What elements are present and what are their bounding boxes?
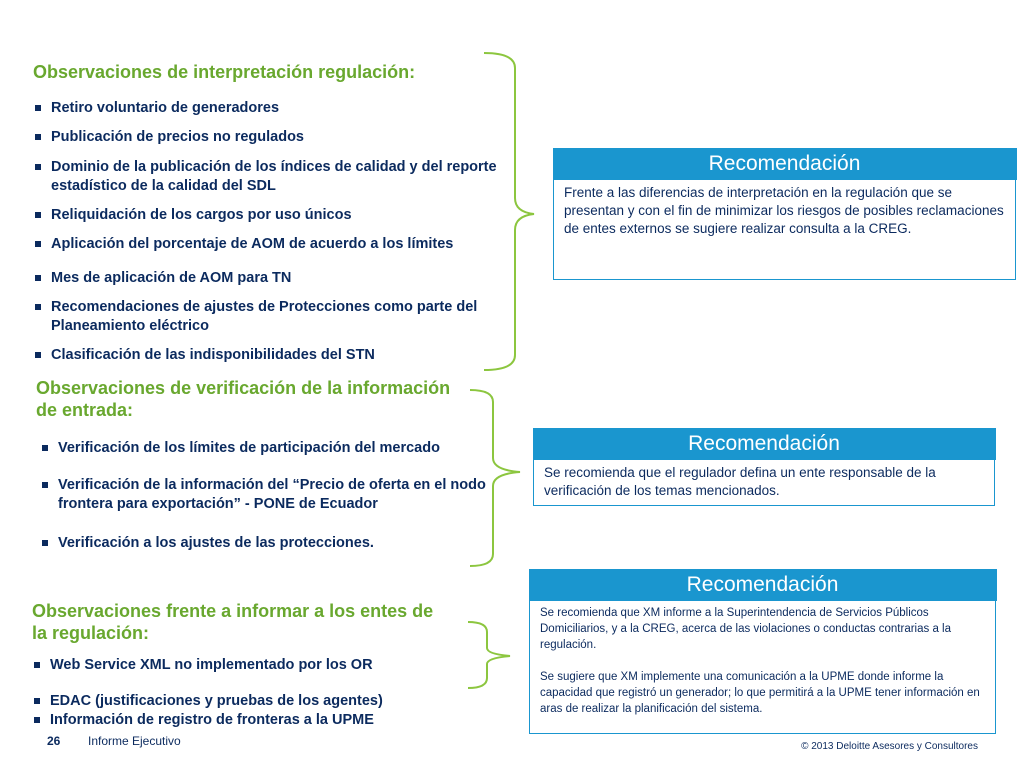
recommendation-title: Recomendación xyxy=(553,148,1017,180)
list-item: Aplicación del porcentaje de AOM de acuerdo a los límites xyxy=(33,235,521,254)
section3-recommendation-box xyxy=(529,569,996,734)
list-item: Web Service XML no implementado por los OR xyxy=(32,656,480,675)
recommendation-paragraph: Se recomienda que el regulador defina un ente responsable de la verificación de los temas mencionados. xyxy=(544,464,936,498)
page-number: 26 xyxy=(47,734,61,748)
list-item: Publicación de precios no regulados xyxy=(33,128,521,147)
section3-brace xyxy=(466,620,506,690)
section2-heading: Observaciones de verificación de la información de entrada: xyxy=(36,378,451,420)
recommendation-paragraph: Frente a las diferencias de interpretación en la regulación que se presentan y con el fin de minimizar los riesgos de posibles reclamaciones de entes externos se sugiere realizar consulta a la CREG. xyxy=(564,184,1004,236)
list-item: Verificación de la información del “Precio de oferta en el nodo frontera para exportación” - PONE de Ecuador xyxy=(40,476,498,514)
list-item: Reliquidación de los cargos por uso únicos xyxy=(33,206,521,225)
section1-brace xyxy=(482,50,522,380)
recommendation-title: Recomendación xyxy=(533,428,996,460)
list-item: Dominio de la publicación de los índices de calidad y del reporte estadístico de la calidad del SDL xyxy=(33,158,501,196)
recommendation-paragraph-1: Se recomienda que XM informe a la Superintendencia de Servicios Públicos Domiciliarios, y a la CREG, acerca de las violaciones o conductas contrarias a la regulación. xyxy=(540,606,951,651)
section2-brace xyxy=(468,388,508,568)
recommendation-title: Recomendación xyxy=(529,569,997,601)
recommendation-paragraph-2: Se sugiere que XM implemente una comunicación a la UPME donde informe la capacidad que registró un generador; lo que permitirá a la UPME tener información en aras de realizar la planificación del sistema. xyxy=(540,670,980,715)
list-item: Retiro voluntario de generadores xyxy=(33,99,521,118)
list-item: Información de registro de fronteras a la UPME xyxy=(32,711,480,730)
list-item: EDAC (justificaciones y pruebas de los agentes) xyxy=(32,692,480,711)
recommendation-text xyxy=(534,460,994,506)
recommendation-text xyxy=(554,180,1015,244)
list-item: Clasificación de las indisponibilidades del STN xyxy=(33,346,521,365)
list-item: Recomendaciones de ajustes de Protecciones como parte del Planeamiento eléctrico xyxy=(33,298,536,336)
list-item: Verificación de los límites de participación del mercado xyxy=(40,439,508,458)
section3-heading: Observaciones frente a informar a los entes de la regulación: xyxy=(32,601,434,643)
recommendation-text xyxy=(530,601,995,723)
list-item: Verificación a los ajustes de las protecciones. xyxy=(40,534,508,553)
list-item: Mes de aplicación de AOM para TN xyxy=(33,269,521,288)
document-title: Informe Ejecutivo xyxy=(88,734,181,748)
section2-recommendation-box xyxy=(533,428,995,506)
section1-heading: Observaciones de interpretación regulación: xyxy=(33,62,416,82)
copyright-notice: © 2013 Deloitte Asesores y Consultores xyxy=(801,741,978,752)
section1-recommendation-box xyxy=(553,148,1016,280)
